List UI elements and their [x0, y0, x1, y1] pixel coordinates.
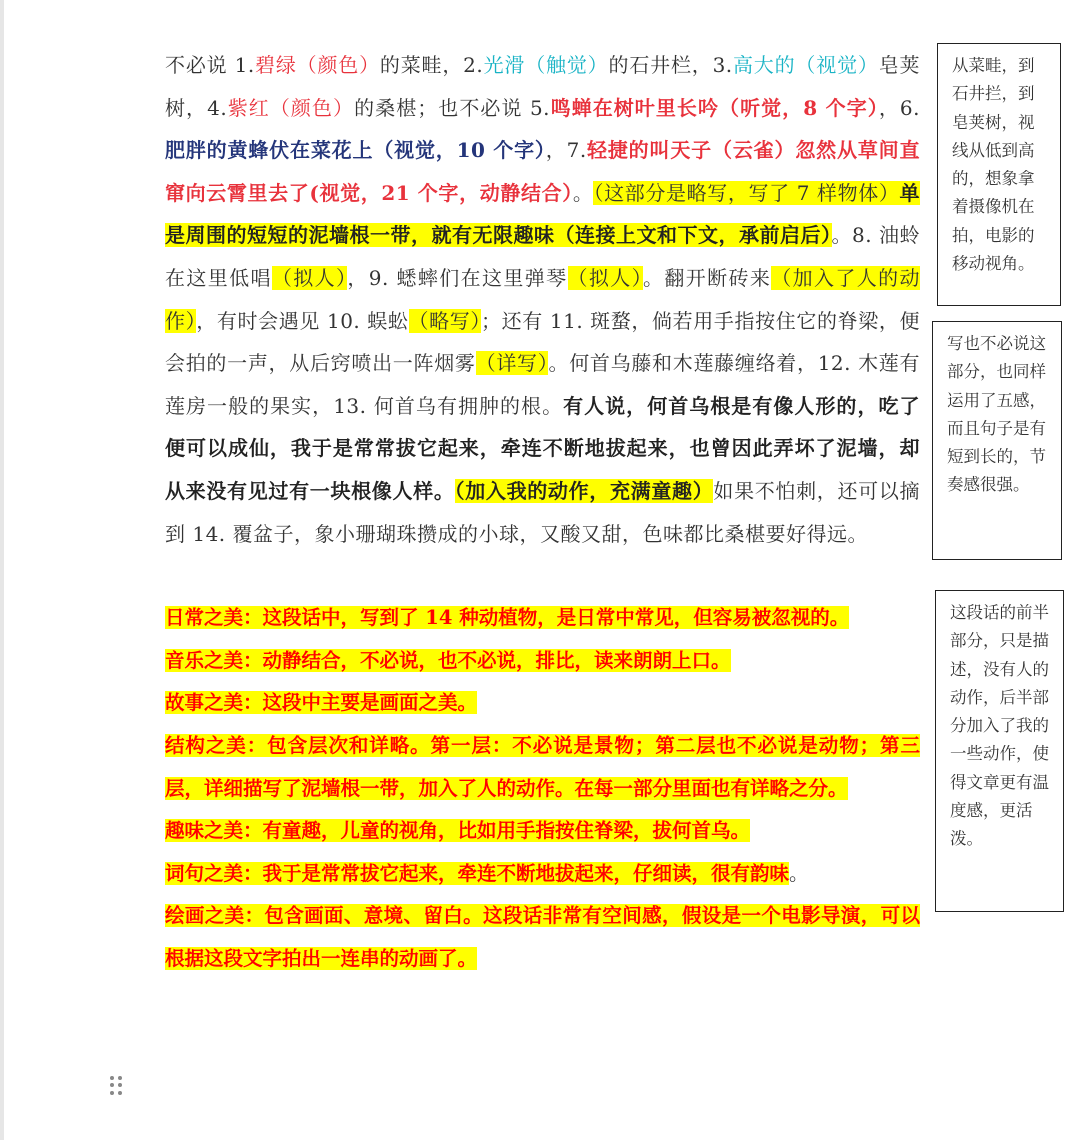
- text-wasp: 肥胖的黄蜂伏在菜花上（视觉，10 个字）: [165, 138, 546, 163]
- highlight-transition: 单是周围的短短的泥墙根一带，就有无限趣味（连接上文和下文，承前启后）: [165, 180, 920, 248]
- summary-text: 趣味之美：有童趣，儿童的视角，比如用手指按住脊梁，拔何首乌。: [165, 819, 751, 843]
- summary-line: [165, 895, 920, 980]
- text-run: 。何首乌藤和木莲藤缠络着，12. 木莲有莲房一般的果实，13. 何首乌有拥肿的根。: [165, 351, 920, 418]
- main-paragraph: [165, 44, 920, 555]
- text-run: 皂荚树，4.: [165, 53, 921, 120]
- text-run: 。: [572, 180, 594, 205]
- text-bold-story: 有人说，何首乌根是有像人形的，吃了便可以成仙，我于是常常拔它起来，牵连不断地拔起来，也曾因此弄坏了泥墙，却从来没有见过有一块根像人样。: [165, 393, 920, 503]
- text-run: ，有时会遇见 10. 蜈蚣: [196, 308, 409, 333]
- text-run: ；还有 11. 斑蝥，倘若用手指按住它的脊梁，便会拍的一声，从后窍喷出一阵烟雾: [165, 308, 921, 376]
- text-smooth-touch: 光滑（触觉）: [483, 53, 609, 77]
- summary-text: 绘画之美：包含画面、意境、留白。这段话非常有空间感，假设是一个电影导演，可以根据这段文字拍出一连串的动画了。: [165, 904, 920, 970]
- margin-note-3: 这段话的前半部分，只是描述，没有人的动作，后半部分加入了我的一些动作，使得文章更有温度感，更活泼。: [935, 590, 1064, 912]
- margin-note-2: 写也不必说这部分，也同样运用了五感，而且句子是有短到长的，节奏感很强。: [932, 321, 1062, 560]
- text-run: 的石井栏，3.: [608, 53, 733, 77]
- text-run: ，7.: [545, 138, 587, 163]
- text-skylark: 轻捷的叫天子（云雀）忽然从草间直窜向云霄里去了(视觉，21 个字，动静结合）: [165, 138, 920, 205]
- summary-line: [165, 640, 920, 683]
- text-tall-visual: 高大的（视觉）: [732, 53, 879, 77]
- document-body: [165, 44, 920, 980]
- summary-line: [165, 597, 920, 640]
- highlight-note: （加入了人的动作）: [165, 265, 921, 333]
- text-run: ，6.: [878, 95, 920, 120]
- summary-text: 日常之美：这段话中，写到了 14 种动植物，是日常中常见，但容易被忽视的。: [165, 606, 850, 630]
- text-run: 。8. 油蛉在这里低唱: [165, 223, 920, 290]
- margin-note-1: 从菜畦，到石井拦，到皂荚树，视线从低到高的，想象拿着摄像机在拍，电影的移动视角。: [937, 43, 1061, 306]
- summary-text: 故事之美：这段中主要是画面之美。: [165, 691, 478, 715]
- text-green-color: 碧绿（颜色）: [254, 53, 380, 77]
- highlight-note: （拟人）: [567, 265, 644, 290]
- summary-line: [165, 853, 920, 896]
- highlight-note: （这部分是略写，写了 7 样物体）: [593, 180, 900, 205]
- highlight-note: （略写）: [408, 308, 482, 333]
- text-purple-red: 紫红（颜色）: [227, 95, 355, 120]
- summary-line: [165, 810, 920, 853]
- highlight-note: （拟人）: [271, 265, 348, 290]
- page-edge: [0, 0, 4, 1140]
- text-run: 不必说 1.: [165, 53, 255, 77]
- drag-handle-icon[interactable]: [110, 1076, 124, 1096]
- text-run: 。翻开断砖来: [643, 265, 772, 290]
- summary-text: 词句之美：我于是常常拔它起来，牵连不断地拔起来，仔细读，很有韵味: [165, 861, 790, 885]
- summary-line: [165, 682, 920, 725]
- text-run: ，9. 蟋蟀们在这里弹琴: [347, 265, 568, 290]
- summary-line: [165, 725, 920, 810]
- highlight-note: （详写）: [475, 351, 549, 376]
- summary-text: 结构之美：包含层次和详略。第一层：不必说是景物；第二层也不必说是动物；第三层，详细描写了泥墙根一带，加入了人的动作。在每一部分里面也有详略之分。: [165, 733, 920, 800]
- text-run: 如果不怕刺，还可以摘到 14. 覆盆子，象小珊瑚珠攒成的小球，又酸又甜，色味都比桑椹要好得远。: [165, 478, 921, 546]
- text-run: 的菜畦，2.: [379, 53, 484, 77]
- summary-period: 。: [789, 861, 809, 885]
- text-run: 的桑椹；也不必说 5.: [354, 95, 551, 120]
- highlight-note: （加入我的动作，充满童趣）: [454, 478, 714, 503]
- text-cicada: 鸣蝉在树叶里长吟（听觉，8 个字）: [550, 95, 879, 120]
- summary-text: 音乐之美：动静结合，不必说，也不必说，排比，读来朗朗上口。: [165, 648, 731, 672]
